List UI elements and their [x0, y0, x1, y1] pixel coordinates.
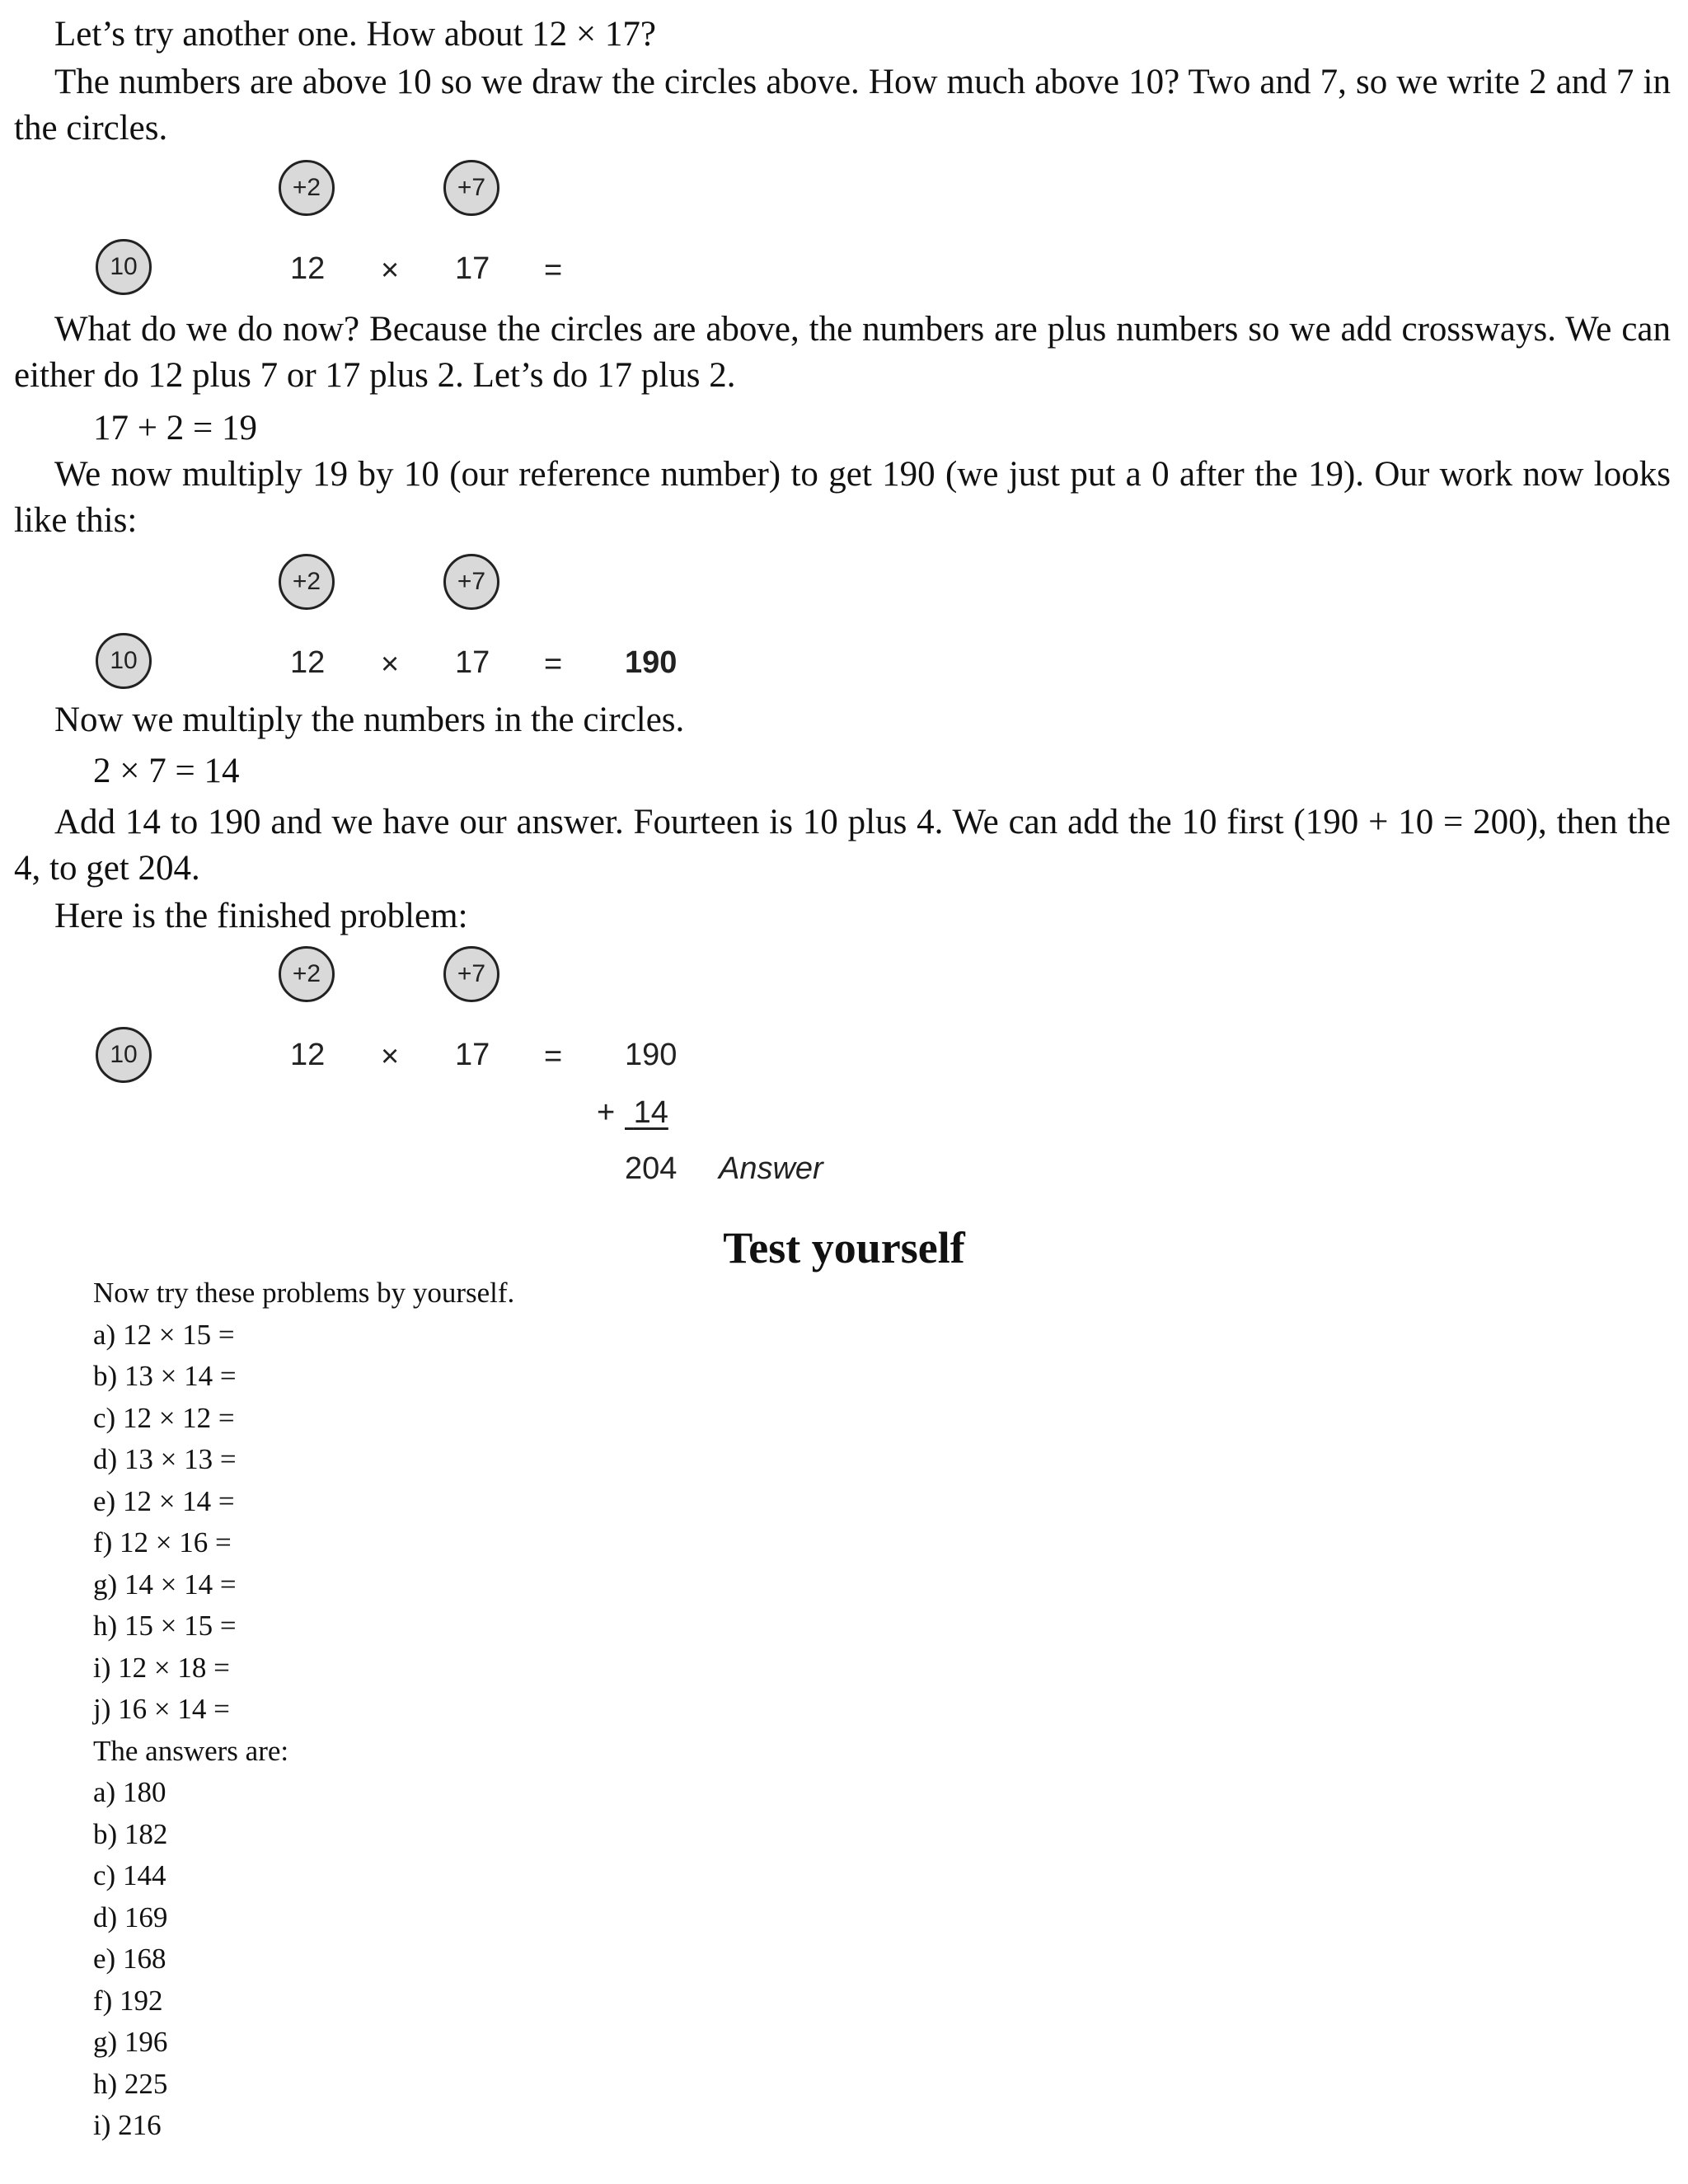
- diagram-step-1: [0, 160, 907, 300]
- paragraph-add-14: [14, 799, 1671, 892]
- multiplier: 17: [455, 251, 490, 286]
- circle-plus-7: +7: [443, 554, 499, 610]
- answers-intro: The answers are:: [93, 1734, 289, 1767]
- equals-sign: =: [544, 647, 563, 682]
- times-sign: ×: [381, 1039, 400, 1074]
- paragraph-multiply-reference-text: We now multiply 19 by 10 (our reference number) to get 190 (we just put a 0 after the 19). Our work now looks like this:: [14, 455, 1671, 540]
- circle-plus-2: +2: [279, 160, 335, 216]
- answer-item: d) 169: [93, 1900, 168, 1933]
- paragraph-circles-above: [14, 59, 1671, 152]
- problem-item: e) 12 × 14 =: [93, 1484, 235, 1517]
- problem-item: a) 12 × 15 =: [93, 1318, 235, 1351]
- circle-plus-2: +2: [279, 554, 335, 610]
- equals-sign: =: [544, 1039, 563, 1074]
- paragraph-finished: [14, 893, 1671, 940]
- answer-item: f) 192: [93, 1984, 163, 2017]
- multiplicand: 12: [290, 645, 326, 680]
- problem-item: g) 14 × 14 =: [93, 1568, 237, 1601]
- answer-item: a) 180: [93, 1776, 166, 1808]
- reference-circle: 10: [96, 633, 152, 689]
- paragraph-add-14-text: Add 14 to 190 and we have our answer. Fourteen is 10 plus 4. We can add the 10 first (190 + 10 = 200), then the 4, to get 204.: [14, 803, 1671, 888]
- equals-sign: =: [544, 253, 563, 288]
- answer-item: i) 216: [93, 2109, 162, 2141]
- equation-17-plus-2: 17 + 2 = 19: [93, 409, 258, 448]
- problem-item: j) 16 × 14 =: [93, 1693, 230, 1725]
- reference-circle: 10: [96, 1027, 152, 1083]
- partial-result: 190: [625, 645, 678, 680]
- reference-circle: 10: [96, 239, 152, 295]
- paragraph-circles-above-text: The numbers are above 10 so we draw the circles above. How much above 10? Two and 7, so we write 2 and 7 in the circles.: [14, 63, 1671, 148]
- plus-sign: +: [597, 1095, 616, 1130]
- diagram-step-2: [0, 554, 907, 694]
- multiplicand: 12: [290, 1038, 326, 1072]
- paragraph-add-crossways: [14, 307, 1671, 399]
- multiplier: 17: [455, 1038, 490, 1072]
- multiplicand: 12: [290, 251, 326, 286]
- problem-item: h) 15 × 15 =: [93, 1610, 237, 1642]
- practice-list: [93, 1272, 514, 2147]
- partial-result: 190: [625, 1038, 678, 1072]
- answer-label: Answer: [719, 1151, 823, 1186]
- practice-intro: Now try these problems by yourself.: [93, 1277, 515, 1309]
- section-heading: Test yourself: [723, 1223, 965, 1272]
- circle-plus-2: +2: [279, 946, 335, 1002]
- total: 204: [625, 1151, 678, 1186]
- answer-item: c) 144: [93, 1859, 166, 1891]
- paragraph-multiply-circles-text: Now we multiply the numbers in the circles.: [54, 701, 685, 739]
- addend-value: 14: [633, 1095, 668, 1130]
- problem-item: d) 13 × 13 =: [93, 1443, 237, 1475]
- paragraph-multiply-reference: [14, 452, 1671, 544]
- paragraph-finished-text: Here is the finished problem:: [54, 897, 468, 935]
- problem-item: c) 12 × 12 =: [93, 1401, 235, 1434]
- times-sign: ×: [381, 253, 400, 288]
- answer-item: h) 225: [93, 2067, 168, 2100]
- answer-item: g) 196: [93, 2026, 168, 2058]
- diagram-finished: [0, 946, 907, 1193]
- circle-plus-7: +7: [443, 160, 499, 216]
- paragraph-intro: [14, 12, 1671, 58]
- answer-item: b) 182: [93, 1817, 168, 1850]
- problem-item: f) 12 × 16 =: [93, 1526, 232, 1558]
- times-sign: ×: [381, 647, 400, 682]
- problem-item: i) 12 × 18 =: [93, 1651, 230, 1684]
- paragraph-intro-text: Let’s try another one. How about 12 × 17?: [54, 15, 656, 54]
- multiplier: 17: [455, 645, 490, 680]
- answer-item: e) 168: [93, 1943, 166, 1975]
- addend: [625, 1094, 668, 1131]
- paragraph-add-crossways-text: What do we do now? Because the circles are above, the numbers are plus numbers so we add crossways. We can either do 12 plus 7 or 17 plus 2. Let’s do 17 plus 2.: [14, 310, 1671, 395]
- equation-2-times-7: 2 × 7 = 14: [93, 752, 240, 790]
- problem-item: b) 13 × 14 =: [93, 1360, 237, 1392]
- circle-plus-7: +7: [443, 946, 499, 1002]
- paragraph-multiply-circles: [14, 697, 1671, 743]
